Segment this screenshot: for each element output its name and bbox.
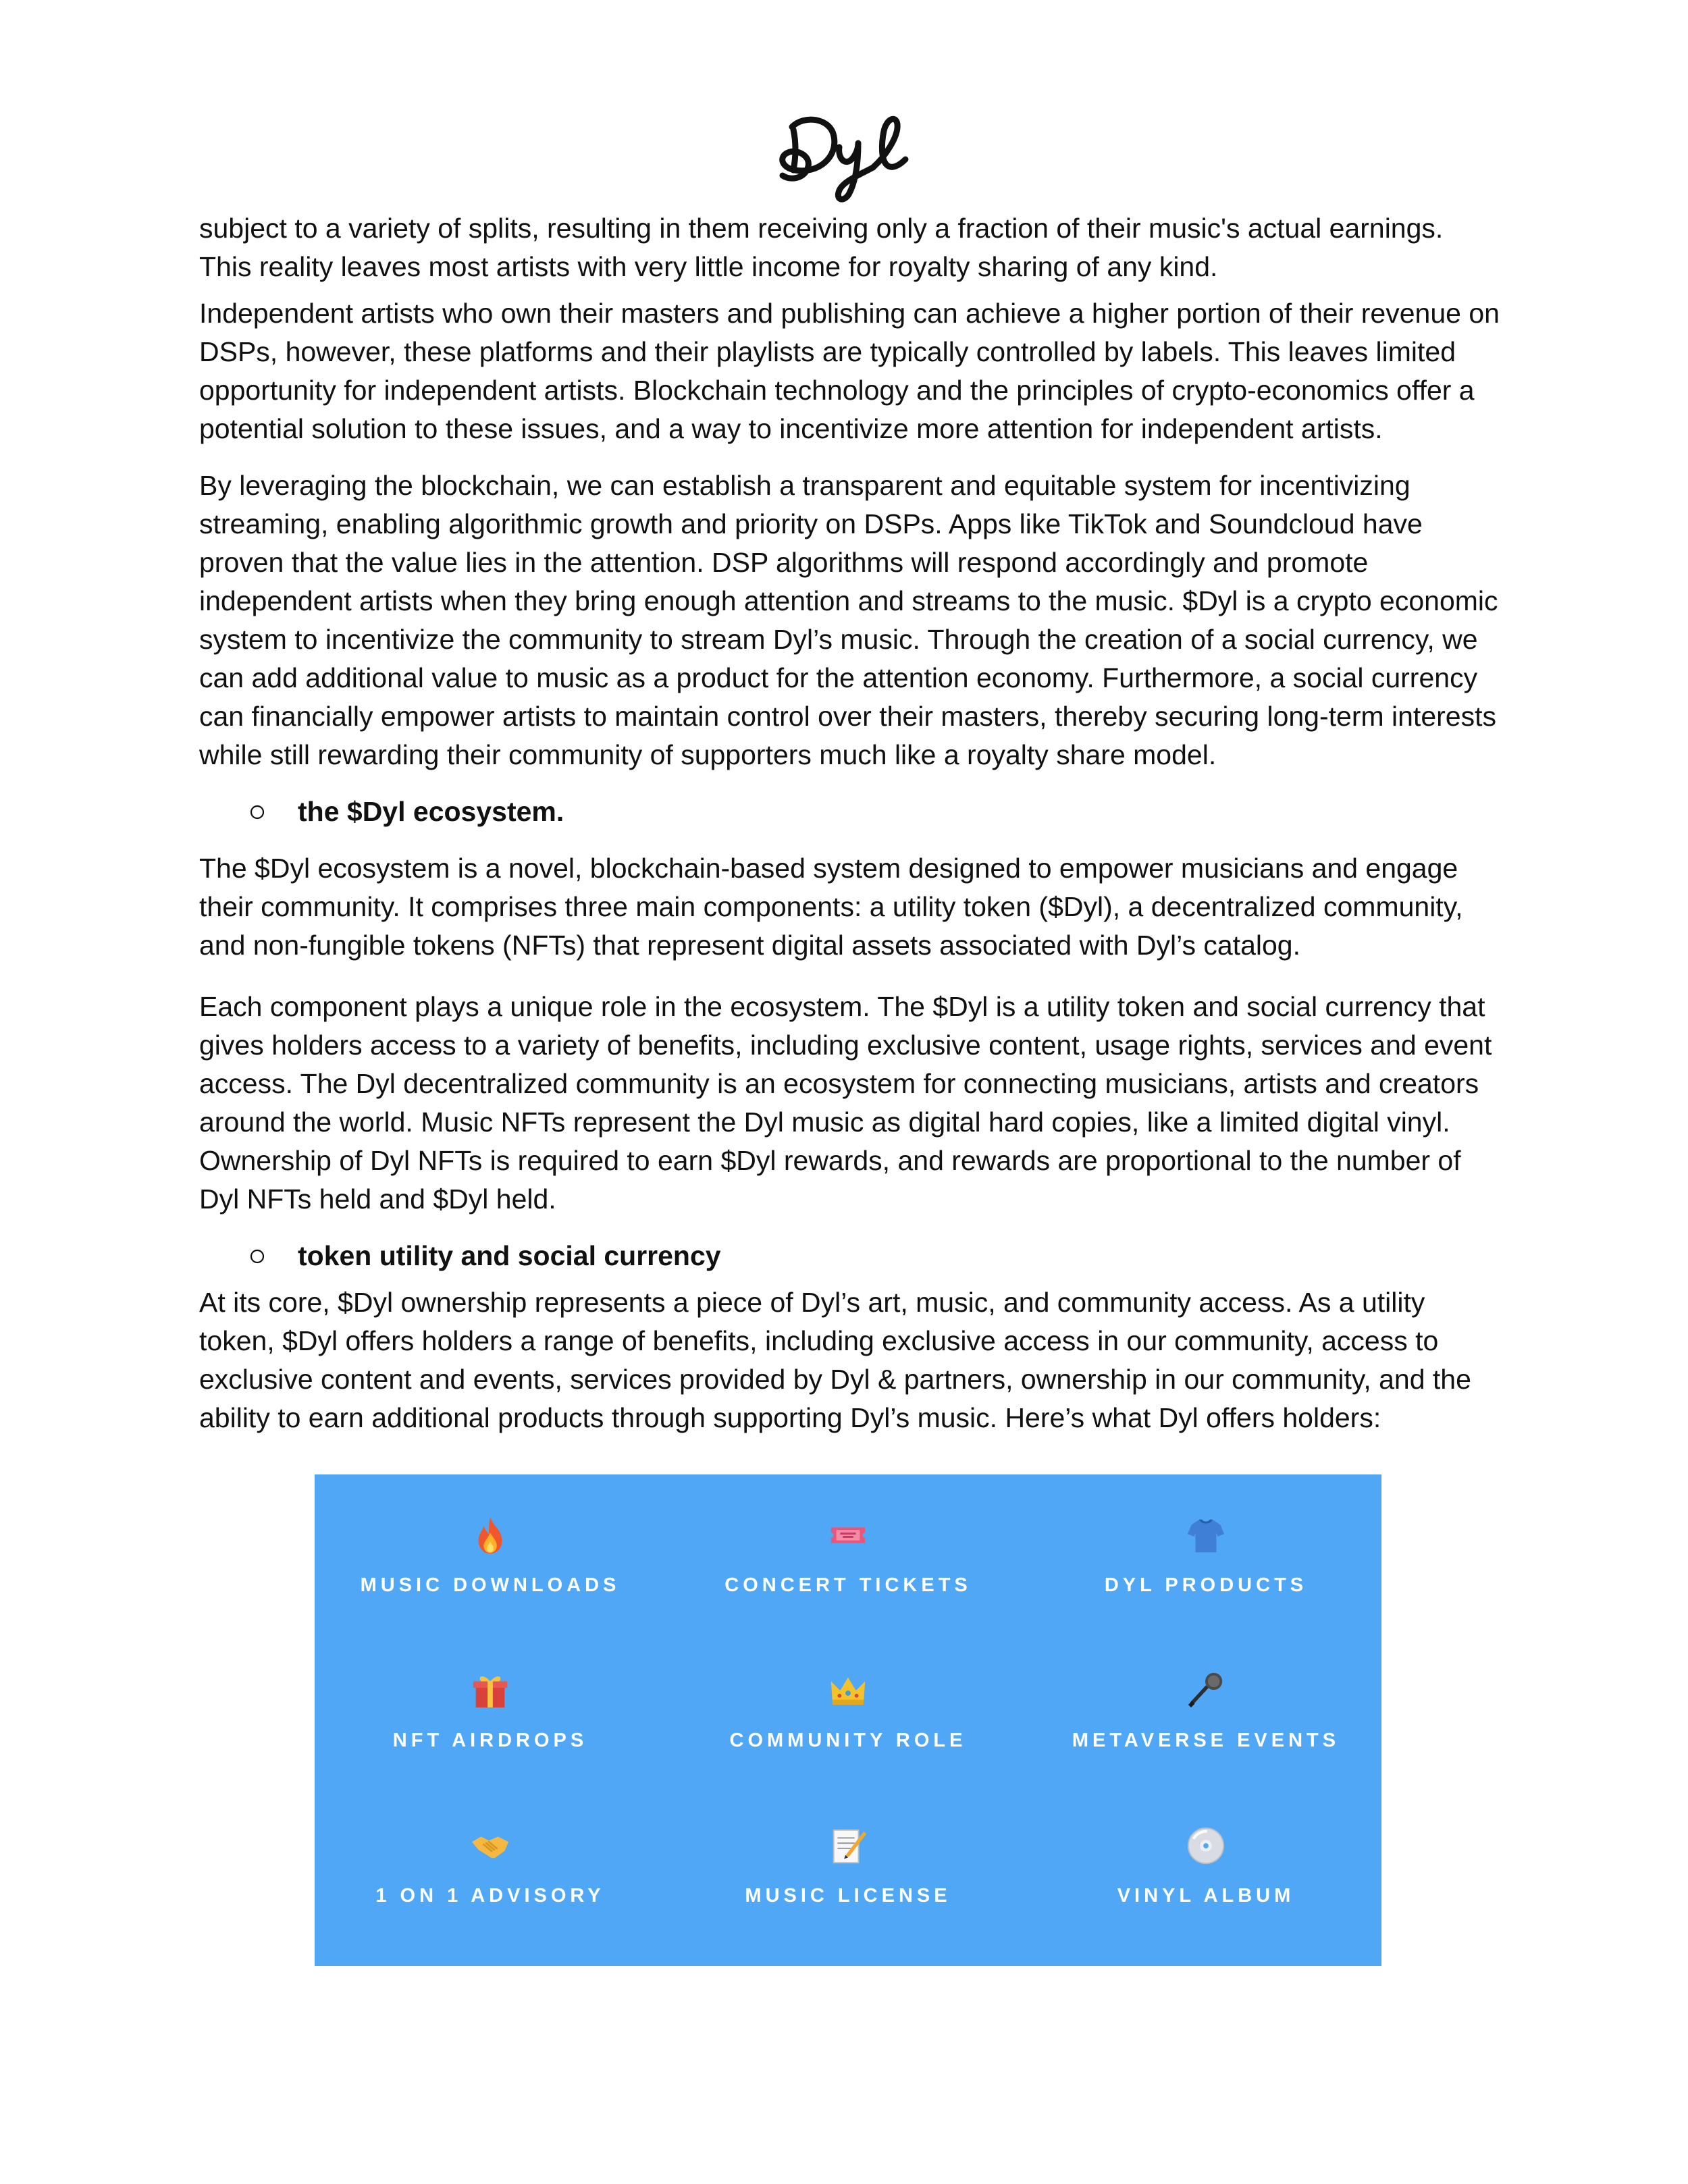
benefit-advisory [315,1785,666,1934]
ticket-icon [672,1512,1024,1559]
section-heading-token-utility [199,1237,1502,1275]
paragraph-splits: subject to a variety of splits, resulting in them receiving only a fraction of their music's actual earnings. This reality leaves most artists with very little income for royalty sharing of any kind. [199,213,1444,282]
paragraph-blockchain: By leveraging the blockchain, we can establish a transparent and equitable system for incentivizing streaming, enabling algorithmic growth and priority on DSPs. Apps like TikTok and Soundcloud have proven that the value lies in the attention. DSP algorithms will respond accordingly and promote independent artists when they bring enough attention and streams to the music. $Dyl is a crypto economic system to incentivize the community to stream Dyl’s music. Through the creation of a social currency, we can add additional value to music as a product for the attention economy. Furthermore, a social currency can financially empower artists to maintain control over their masters, thereby securing long-term interests while still rewarding their community of supporters much like a royalty share model. [199,470,1498,770]
benefit-dyl-products [1030,1474,1381,1623]
hollow-circle-bullet-icon [249,801,271,823]
benefit-label: CONCERT TICKETS [724,1574,972,1596]
shirt-icon [1030,1512,1381,1559]
gift-icon [315,1667,666,1714]
paragraph-components: Each component plays a unique role in the ecosystem. The $Dyl is a utility token and social currency that gives holders access to a variety of benefits, including exclusive content, usage rights, services and event access. The Dyl decentralized community is an ecosystem for connecting musicians, artists and creators around the world. Music NFTs represent the Dyl music as digital hard copies, like a limited digital vinyl. Ownership of Dyl NFTs is required to earn $Dyl rewards, and rewards are proportional to the number of Dyl NFTs held and $Dyl held. [199,991,1492,1215]
dyl-logo-script [766,95,922,209]
benefit-label: MUSIC DOWNLOADS [360,1574,621,1596]
benefit-label: METAVERSE EVENTS [1072,1730,1340,1751]
heading-text: the $Dyl ecosystem. [298,796,564,827]
document-body [199,209,1502,1437]
benefit-label: NFT AIRDROPS [392,1730,588,1751]
benefit-music-downloads [315,1474,666,1623]
benefit-metaverse-events [1030,1630,1381,1778]
benefit-label: MUSIC LICENSE [745,1885,951,1907]
benefit-community-role [672,1630,1024,1778]
paragraph-token-core: At its core, $Dyl ownership represents a piece of Dyl’s art, music, and community access. As a utility token, $Dyl offers holders a range of benefits, including exclusive access in our community, access to exclusive content and events, services provided by Dyl & partners, ownership in our community, and the ability to earn additional products through supporting Dyl’s music. Here’s what Dyl offers holders: [199,1287,1471,1433]
heading-text: token utility and social currency [298,1240,721,1271]
benefit-music-license [672,1785,1024,1934]
crown-icon [672,1667,1024,1714]
microphone-icon [1030,1667,1381,1714]
benefit-vinyl-album [1030,1785,1381,1934]
handshake-icon [315,1822,666,1869]
benefit-label: DYL PRODUCTS [1104,1574,1308,1596]
benefit-label: VINYL ALBUM [1117,1885,1295,1907]
benefit-label: COMMUNITY ROLE [729,1730,967,1751]
section-heading-ecosystem [199,793,1502,831]
disc-icon [1030,1822,1381,1869]
fire-icon [315,1512,666,1559]
dyl-logo [0,95,1688,209]
holder-benefits-grid [315,1474,1381,1966]
memo-icon [672,1822,1024,1869]
hollow-circle-bullet-icon [249,1246,271,1267]
benefit-label: 1 ON 1 ADVISORY [375,1885,605,1907]
paragraph-ecosystem-intro: The $Dyl ecosystem is a novel, blockchain-based system designed to empower musicians and engage their community. It comprises three main components: a utility token ($Dyl), a decentralized community, and non-fungible tokens (NFTs) that represent digital assets associated with Dyl’s catalog. [199,853,1463,961]
paragraph-independent-artists: Independent artists who own their masters and publishing can achieve a higher portion of their revenue on DSPs, however, these platforms and their playlists are typically controlled by labels. This leaves limited opportunity for independent artists. Blockchain technology and the principles of crypto-economics offer a potential solution to these issues, and a way to incentivize more attention for independent artists. [199,298,1500,444]
benefit-concert-tickets [672,1474,1024,1623]
benefit-nft-airdrops [315,1630,666,1778]
